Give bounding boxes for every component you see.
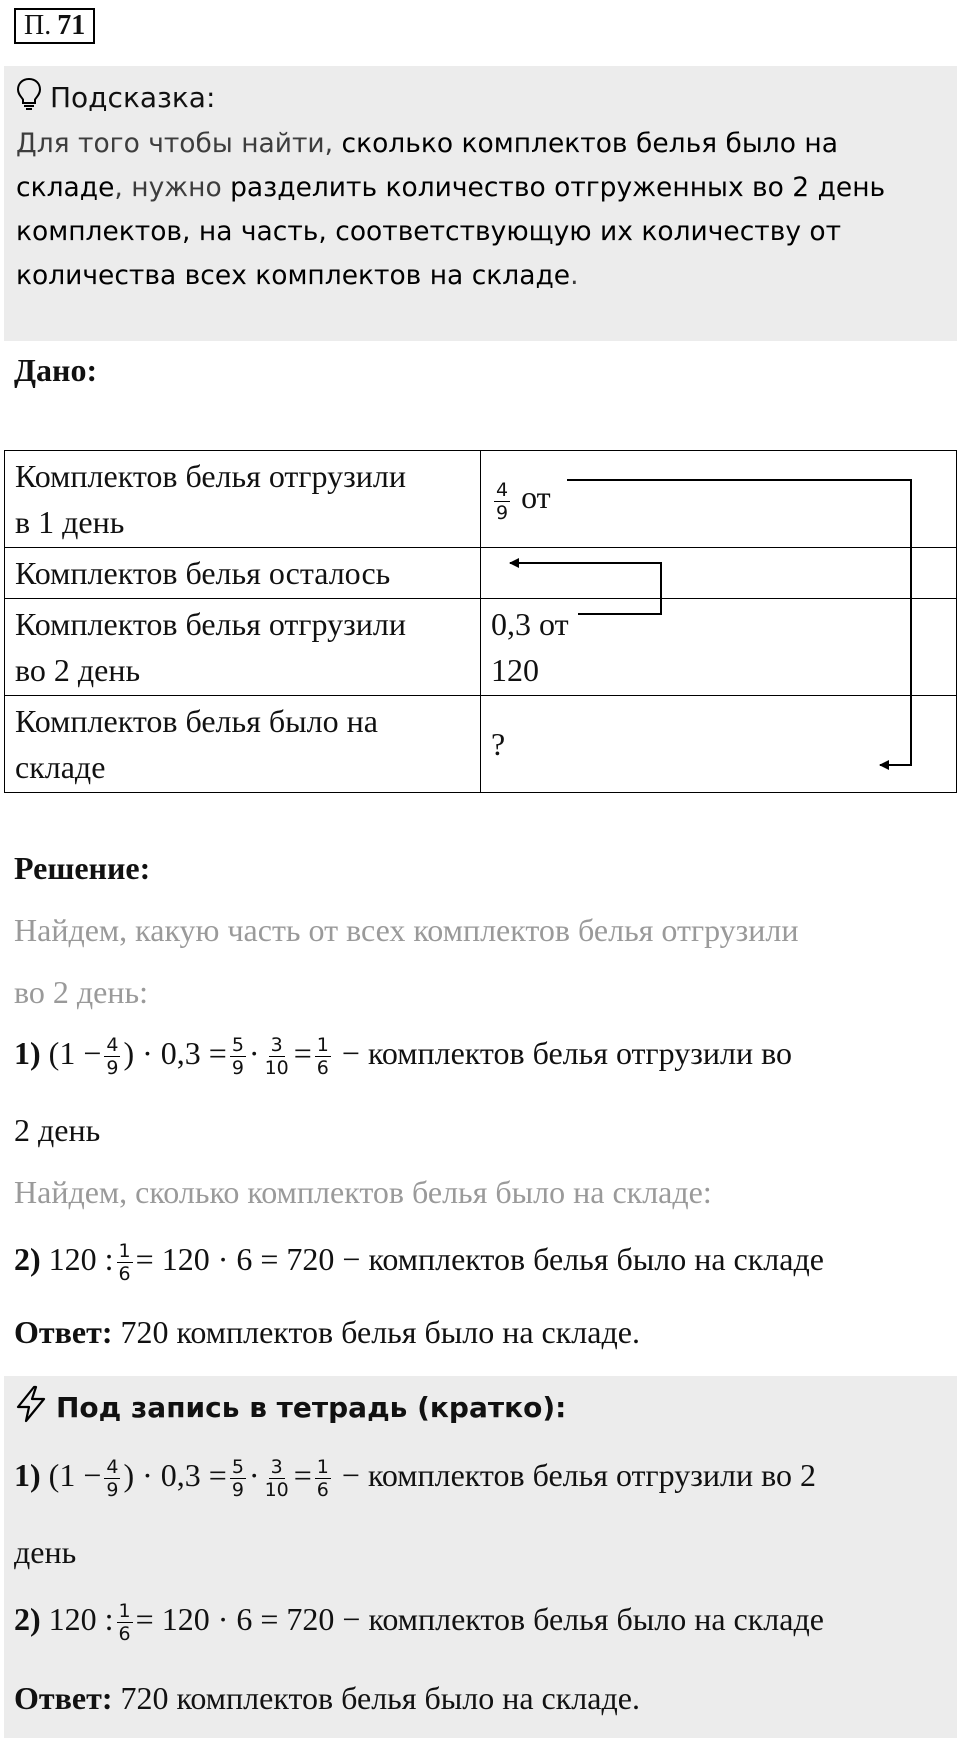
table-cell-value: $\frac{4}{9}$ от [481, 451, 957, 548]
hint-emphasis: разделить количество отгруженных во 2 день [230, 172, 886, 203]
given-table [4, 450, 957, 793]
hint-line [16, 166, 945, 210]
table-cell-value: 0,3 от 120 [481, 599, 957, 696]
notebook-step1-cont: день [14, 1534, 77, 1570]
solution-heading: Решение: [14, 850, 151, 886]
task-number: 71 [57, 10, 86, 41]
step2-formula: 2) 120 : $\frac{1}{6}$ = 120 · 6 = 720 − комплектов белья было на складе [14, 1240, 824, 1285]
step1-formula-cont: 2 день [14, 1112, 101, 1148]
fraction: $\frac{4}{9}$ [106, 1034, 119, 1079]
hint-line [16, 210, 945, 254]
hint-plain: . [570, 260, 579, 291]
hint-line [16, 122, 945, 166]
hint-emphasis: комплектов, на часть, соответствующую их количеству от [16, 216, 842, 247]
fraction: $\frac{3}{10}$ [264, 1034, 289, 1079]
hint-emphasis: количества всех комплектов на складе [16, 260, 571, 291]
task-prefix: П. [24, 10, 52, 41]
notebook-answer: Ответ: 720 комплектов белья было на складе. [14, 1680, 640, 1716]
hint-line [16, 254, 945, 298]
table-cell-label: Комплектов белья осталось [5, 548, 481, 599]
task-number-badge [14, 8, 95, 44]
hint-text [16, 122, 945, 298]
step1-formula: 1) (1 − $\frac{4}{9}$ ) · 0,3 = $\frac{5}{9}$ · $\frac{3}{10}$ = $\frac{1}{6}$ − комплектов белья отгрузили во [14, 1034, 792, 1079]
table-cell-value: ? [481, 696, 957, 793]
hint-emphasis: сколько комплектов белья было на [341, 128, 838, 159]
table-cell-label: Комплектов белья отгрузили в 1 день [5, 451, 481, 548]
table-row [5, 599, 957, 696]
fraction: $\frac{3}{10}$ [264, 1456, 289, 1501]
hint-plain: , нужно [114, 172, 231, 203]
step1-intro-line2: во 2 день: [14, 974, 148, 1010]
fraction: $\frac{4}{9}$ [496, 478, 509, 524]
table-row [5, 451, 957, 548]
hint-title: Подсказка: [50, 80, 216, 114]
fraction: $\frac{1}{6}$ [118, 1240, 131, 1285]
fraction: $\frac{1}{6}$ [316, 1034, 329, 1079]
table-cell-value [481, 548, 957, 599]
notebook-step1: 1) (1 − $\frac{4}{9}$ ) · 0,3 = $\frac{5}{9}$ · $\frac{3}{10}$ = $\frac{1}{6}$ − комплектов белья отгрузили во 2 [14, 1456, 816, 1501]
lightning-icon [14, 1385, 48, 1430]
table-cell-label: Комплектов белья было на складе [5, 696, 481, 793]
table-row [5, 696, 957, 793]
fraction: $\frac{5}{9}$ [231, 1456, 244, 1501]
given-heading: Дано: [14, 352, 98, 388]
fraction: $\frac{4}{9}$ [106, 1456, 119, 1501]
table-cell-label: Комплектов белья отгрузили во 2 день [5, 599, 481, 696]
hint-plain: Для того чтобы найти, [16, 128, 342, 159]
lightbulb-icon [16, 77, 42, 118]
notebook-header [14, 1384, 566, 1430]
step2-intro: Найдем, сколько комплектов белья было на складе: [14, 1174, 712, 1210]
answer-line: Ответ: 720 комплектов белья было на складе. [14, 1314, 640, 1350]
fraction: $\frac{5}{9}$ [231, 1034, 244, 1079]
step1-intro-line1: Найдем, какую часть от всех комплектов белья отгрузили [14, 912, 799, 948]
hint-emphasis: складе [16, 172, 115, 203]
fraction: $\frac{1}{6}$ [118, 1600, 131, 1645]
hint-header [16, 76, 945, 118]
notebook-title: Под запись в тетрадь (кратко): [56, 1390, 567, 1424]
hint-panel [4, 66, 957, 341]
table-row [5, 548, 957, 599]
fraction: $\frac{1}{6}$ [316, 1456, 329, 1501]
notebook-step2: 2) 120 : $\frac{1}{6}$ = 120 · 6 = 720 − комплектов белья было на складе [14, 1600, 824, 1645]
